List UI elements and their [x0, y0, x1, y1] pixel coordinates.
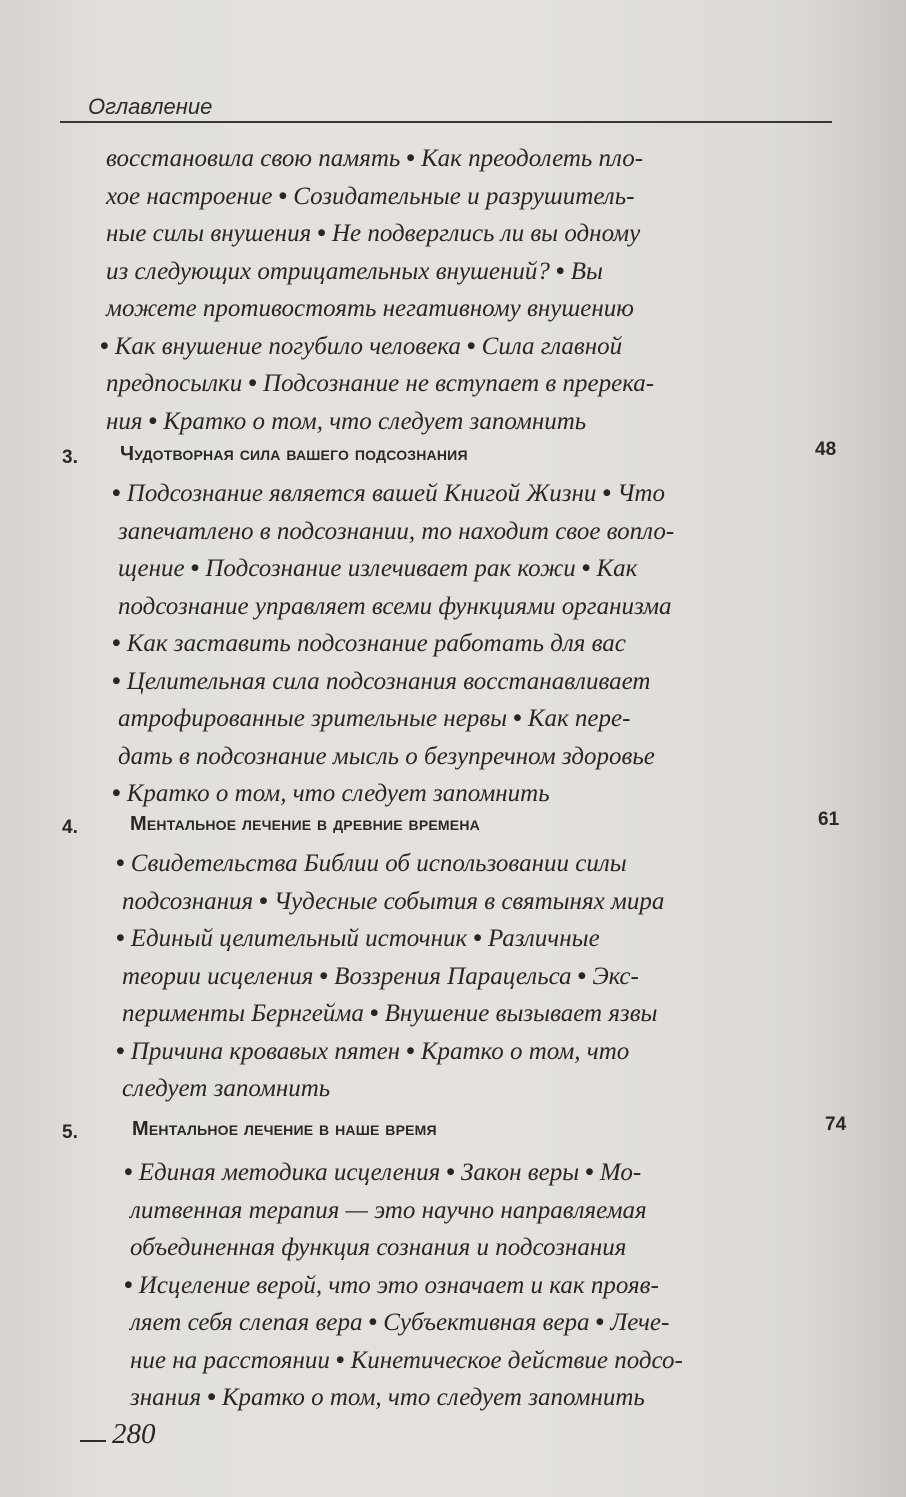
entry-text: Исцеление верой, что это означает и как прояв-	[138, 1271, 659, 1299]
chapter-heading	[0, 439, 906, 477]
entry-text: теории исцеления	[122, 962, 314, 990]
entry-text: Единая методика исцеления	[138, 1159, 441, 1186]
entry-text: запечатлено в подсознании, то находит свое вопло-	[118, 517, 675, 545]
entry-line	[0, 883, 906, 921]
entry-text: Подсознание является вашей Книгой Жизни	[126, 480, 597, 507]
entry-line	[0, 290, 906, 328]
entry-text: ляет себя слепая вера	[130, 1309, 363, 1336]
entry-text: Как внушение погубило человека	[114, 332, 461, 360]
chapter-entries	[0, 475, 906, 813]
bullet-separator: •	[406, 145, 416, 172]
bullet-separator: •	[513, 705, 522, 732]
entry-line	[0, 958, 906, 996]
page-number: 280	[112, 1418, 156, 1450]
bullet-separator: •	[406, 1037, 415, 1065]
bullet-separator: •	[148, 407, 158, 435]
chapter-title: Ментальное лечение в древние времена	[130, 813, 480, 835]
entry-text: дать в подсознание мысль о безупречном здоровье	[118, 742, 655, 770]
entry-text: Подсознание излечивает рак кожи	[205, 555, 576, 582]
entry-text: Субъективная вера	[383, 1309, 590, 1336]
bullet-separator: •	[577, 962, 587, 990]
bullet-separator: •	[124, 1159, 133, 1186]
chapter-title: Ментальное лечение в наше время	[132, 1118, 437, 1140]
entry-text: ные силы внушения	[106, 220, 312, 247]
entry-text: Чудесные события в святынях мира	[273, 887, 665, 915]
entry-text: Воззрения Парацельса	[334, 962, 572, 990]
entry-line	[0, 253, 906, 291]
entry-text: Свидетельства Библии об использовании силы	[130, 850, 627, 877]
entry-line	[0, 1033, 906, 1071]
entry-text: Мо-	[599, 1159, 642, 1186]
entry-line	[0, 513, 906, 551]
bullet-separator: •	[581, 555, 591, 582]
entry-text: Целительная сила подсознания восстанавливает	[126, 667, 651, 695]
bullet-separator: •	[116, 850, 125, 877]
entry-text: Как преодолеть пло-	[421, 145, 644, 172]
header-rule	[60, 121, 832, 123]
entry-line	[0, 845, 906, 883]
entry-line	[0, 1070, 906, 1108]
chapter-page-number: 74	[825, 1114, 847, 1135]
entry-text: ния	[106, 407, 143, 435]
bullet-separator: •	[317, 220, 326, 247]
running-head-title: Оглавление	[88, 94, 213, 119]
entry-text: Внушение вызывает язвы	[384, 1000, 658, 1027]
bullet-separator: •	[112, 667, 121, 695]
footer-dash	[80, 1440, 106, 1442]
bullet-separator: •	[190, 555, 200, 582]
bullet-separator: •	[595, 1309, 605, 1336]
entry-text: Кратко о том, что следует запомнить	[163, 407, 587, 435]
running-head	[60, 92, 832, 124]
entry-text: восстановила свою память	[106, 145, 401, 172]
chapter-page-number: 48	[815, 439, 837, 460]
entry-line	[0, 700, 906, 738]
entry-line	[0, 550, 906, 588]
bullet-separator: •	[369, 1000, 379, 1027]
entry-text: атрофированные зрительные нервы	[118, 705, 508, 732]
entry-line	[0, 738, 906, 776]
entry-text: предпосылки	[106, 370, 243, 397]
entry-line	[0, 920, 906, 958]
bullet-separator: •	[112, 780, 121, 807]
bullet-separator: •	[112, 630, 121, 657]
bullet-separator: •	[446, 1159, 455, 1186]
entry-text: Кратко о том, что следует запомнить	[126, 780, 550, 807]
bullet-separator: •	[555, 257, 565, 285]
entry-text: Кратко о том, что следует запомнить	[221, 1384, 645, 1411]
entry-line	[0, 1192, 906, 1230]
entry-text: знания	[130, 1384, 202, 1411]
entry-text: Сила главной	[481, 332, 623, 360]
entry-text: Как пере-	[527, 705, 631, 732]
entry-text: следует запомнить	[122, 1075, 331, 1102]
chapter-number: 3.	[62, 447, 78, 468]
page-footer	[80, 1418, 280, 1454]
entry-line	[0, 1229, 906, 1267]
entry-text: перименты Бернгейма	[122, 1000, 364, 1027]
bullet-separator: •	[319, 962, 329, 990]
bullet-separator: •	[278, 182, 288, 210]
bullet-separator: •	[259, 887, 268, 915]
chapter-entries	[0, 845, 906, 1108]
entry-text: щение	[118, 555, 185, 582]
entry-text: Как	[596, 555, 638, 582]
entry-text: Кратко о том, что	[420, 1037, 630, 1065]
entry-text: литвенная терапия — это научно направляемая	[130, 1196, 647, 1224]
entry-text: Подсознание не вступает в пререка-	[263, 370, 655, 397]
entry-text: из следующих отрицательных внушений?	[106, 257, 550, 285]
entry-text: можете противостоять негативному внушению	[106, 295, 634, 322]
entry-line	[0, 1304, 906, 1342]
entry-line	[0, 403, 906, 441]
bullet-separator: •	[585, 1159, 594, 1186]
entry-text: Созидательные и разрушитель-	[293, 182, 635, 210]
entry-text: Кинетическое действие подсо-	[350, 1346, 683, 1374]
chapter-title: Чудотворная сила вашего подсознания	[120, 443, 468, 465]
entry-line	[0, 328, 906, 366]
entry-text: Лече-	[610, 1309, 670, 1336]
entry-line	[0, 588, 906, 626]
entry-text: Причина кровавых пятен	[130, 1037, 401, 1065]
bullet-separator: •	[112, 480, 121, 507]
entry-line	[0, 140, 906, 178]
bullet-separator: •	[124, 1271, 133, 1299]
chapter-number: 4.	[62, 817, 78, 838]
entry-text: подсознания	[122, 887, 254, 915]
entry-text: объединенная функция сознания и подсознания	[130, 1234, 627, 1261]
entry-line	[0, 215, 906, 253]
entry-text: Не подверглись ли вы одному	[331, 220, 641, 247]
entry-text: подсознание управляет всеми функциями организма	[118, 592, 672, 620]
entry-line	[0, 1267, 906, 1305]
entry-line	[0, 1342, 906, 1380]
bullet-separator: •	[116, 925, 125, 952]
chapter-page-number: 61	[818, 809, 840, 830]
entry-line	[0, 365, 906, 403]
chapter-entries	[0, 1154, 906, 1417]
bullet-separator: •	[602, 480, 612, 507]
bullet-separator: •	[207, 1384, 216, 1411]
entry-line	[0, 663, 906, 701]
entry-text: Как заставить подсознание работать для вас	[126, 630, 626, 657]
entry-text: Вы	[570, 257, 603, 285]
entry-text: Экс-	[592, 962, 639, 990]
chapter-heading	[0, 809, 906, 847]
bullet-separator: •	[368, 1309, 378, 1336]
bullet-separator: •	[116, 1037, 125, 1065]
entry-line	[0, 1379, 906, 1417]
entry-text: Закон веры	[460, 1159, 580, 1186]
bullet-separator: •	[335, 1346, 345, 1374]
entry-text: Различные	[487, 925, 600, 952]
entry-line	[0, 995, 906, 1033]
entry-line	[0, 625, 906, 663]
bullet-separator: •	[473, 925, 482, 952]
entry-line	[0, 775, 906, 813]
bullet-separator: •	[100, 332, 109, 360]
entry-text: Единый целительный источник	[130, 925, 468, 952]
entry-text: ние на расстоянии	[130, 1346, 330, 1374]
chapter-number: 5.	[62, 1122, 78, 1143]
entry-line	[0, 475, 906, 513]
bullet-separator: •	[466, 332, 476, 360]
entry-line	[0, 178, 906, 216]
entry-text: Что	[617, 480, 665, 507]
continuation-entries	[0, 140, 906, 440]
chapter-heading	[0, 1114, 906, 1152]
entry-line	[0, 1154, 906, 1192]
bullet-separator: •	[248, 370, 258, 397]
entry-text: хое настроение	[106, 182, 273, 210]
